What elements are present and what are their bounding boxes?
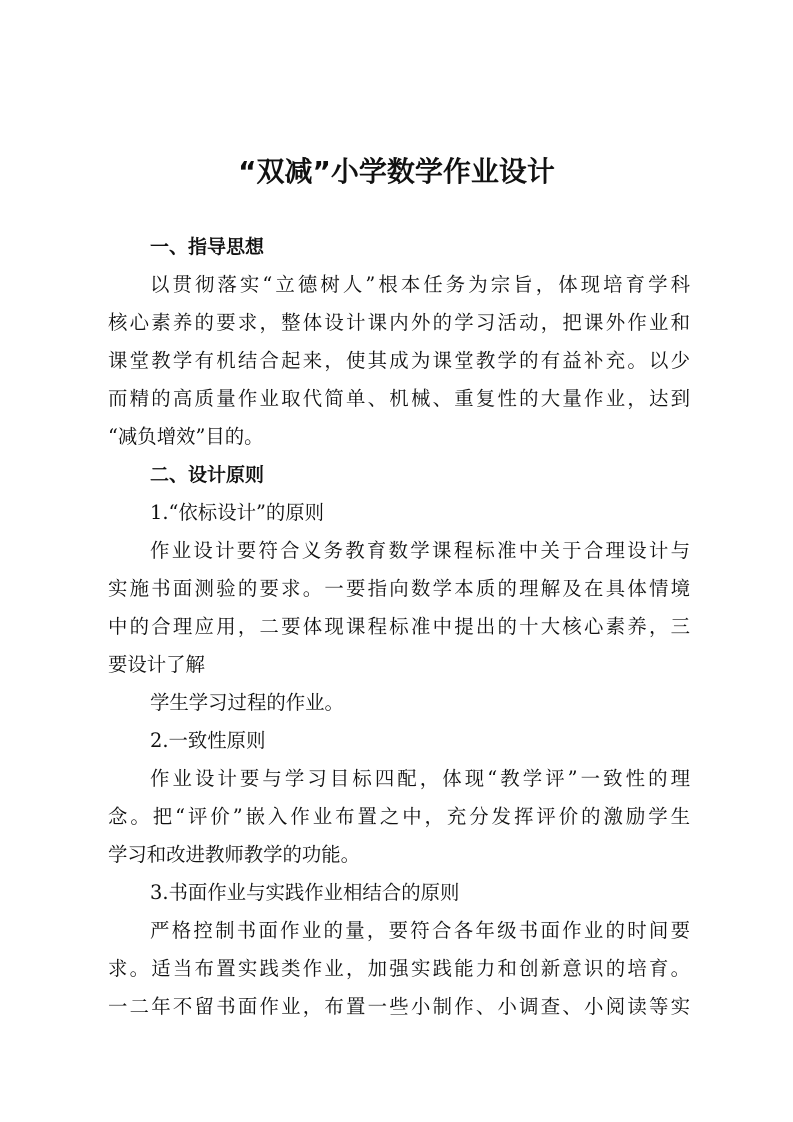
- document-title: “双减”小学数学作业设计: [238, 155, 555, 188]
- paragraph-line: 而精的高质量作业取代简单、机械、重复性的大量作业，达到: [108, 387, 690, 410]
- section-heading-guiding-ideology: 一、指导思想: [150, 236, 265, 258]
- subheading-principle-1: 1.“依标设计”的原则: [150, 501, 325, 524]
- paragraph-line: “减负增效”目的。: [108, 425, 264, 448]
- section-heading-design-principles: 二、设计原则: [150, 464, 265, 486]
- paragraph-line: 求。适当布置实践类作业，加强实践能力和创新意识的培育。: [108, 957, 690, 980]
- paragraph-line: 作业设计要符合义务教育数学课程标准中关于合理设计与: [150, 539, 690, 562]
- paragraph-line: 中的合理应用，二要体现课程标准中提出的十大核心素养，三: [108, 615, 690, 638]
- paragraph-line: 严格控制书面作业的量，要符合各年级书面作业的时间要: [150, 919, 690, 942]
- paragraph-line: 以贯彻落实“立德树人”根本任务为宗旨，体现培育学科: [150, 273, 690, 296]
- paragraph-line: 作业设计要与学习目标四配，体现“教学评”一致性的理: [150, 767, 690, 790]
- paragraph-line: 核心素养的要求，整体设计课内外的学习活动，把课外作业和: [108, 311, 690, 334]
- subheading-principle-3: 3.书面作业与实践作业相结合的原则: [150, 881, 460, 904]
- paragraph-line: 学生学习过程的作业。: [150, 691, 344, 714]
- paragraph-line: 一二年不留书面作业，布置一些小制作、小调查、小阅读等实: [108, 995, 690, 1018]
- paragraph-line: 要设计了解: [108, 653, 205, 676]
- subheading-principle-2: 2.一致性原则: [150, 729, 266, 752]
- paragraph-line: 念。把“评价”嵌入作业布置之中，充分发挥评价的激励学生: [108, 805, 690, 828]
- document-body: [108, 228, 690, 1026]
- paragraph-line: 学习和改进教师教学的功能。: [108, 843, 361, 866]
- paragraph-line: 实施书面测验的要求。一要指向数学本质的理解及在具体情境: [108, 577, 690, 600]
- paragraph-line: 课堂教学有机结合起来，使其成为课堂教学的有益补充。以少: [108, 349, 690, 372]
